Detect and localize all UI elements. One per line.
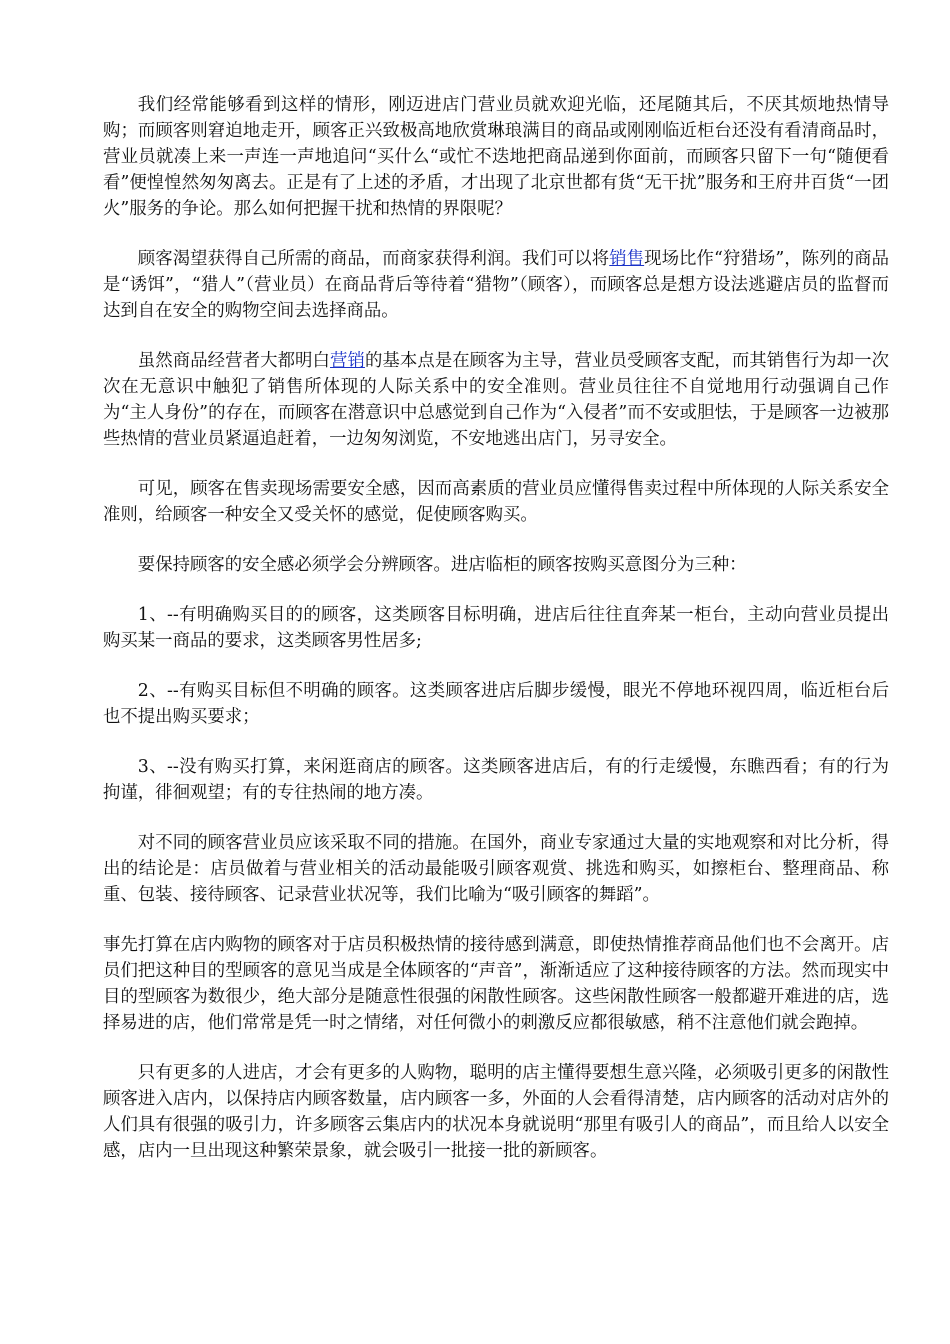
paragraph-3-text-b: 的基本点是在顾客为主导，营业员受顾客支配，而其销售行为却一次次在无意识中触犯了销售所体现的人际关系中的安全准则。营业员往往不自觉地用行动强调自己作为“主人身份”的存在，而顾客在潜意识中总感觉到自己作为“入侵者”而不安或胆怯，于是顾客一边被那些热情的营业员紧逼追赶着，一边匆匆浏览，不安地逃出店门，另寻安全。 — [103, 351, 889, 449]
paragraph-4: 可见，顾客在售卖现场需要安全感，因而高素质的营业员应懂得售卖过程中所体现的人际关系安全准则，给顾客一种安全又受关怀的感觉，促使顾客购买。 — [103, 479, 889, 525]
paragraph-3-text-a: 虽然商品经营者大都明白 — [137, 351, 330, 371]
marketing-link[interactable]: 营销 — [329, 351, 365, 371]
paragraph-11: 只有更多的人进店，才会有更多的人购物，聪明的店主懂得要想生意兴隆，必须吸引更多的闲散性顾客进入店内，以保持店内顾客数量，店内顾客一多，外面的人会看得清楚，店内顾客的活动对店外的人们具有很强的吸引力，许多顾客云集店内的状况本身就说明“那里有吸引人的商品”，而且给人以安全感，店内一旦出现这种繁荣景象，就会吸引一批接一批的新顾客。 — [103, 1063, 889, 1161]
paragraph-10: 事先打算在店内购物的顾客对于店员积极热情的接待感到满意，即使热情推荐商品他们也不会离开。店员们把这种目的型顾客的意见当成是全体顾客的“声音”，渐渐适应了这种接待顾客的方法。然而现实中目的型顾客为数很少，绝大部分是随意性很强的闲散性顾客。这些闲散性顾客一般都避开难进的店，选择易进的店，他们常常是凭一时之情绪，对任何微小的刺激反应都很敏感，稍不注意他们就会跑掉。 — [103, 935, 889, 1033]
paragraph-1: 我们经常能够看到这样的情形，刚迈进店门营业员就欢迎光临，还尾随其后，不厌其烦地热情导购；而顾客则窘迫地走开，顾客正兴致极高地欣赏琳琅满目的商品或刚刚临近柜台还没有看清商品时，营业员就凑上来一声连一声地追问“买什么“或忙不迭地把商品递到你面前，而顾客只留下一句“随便看看”便惶惶然匆匆离去。正是有了上述的矛盾，才出现了北京世都有货“无干扰”服务和王府井百货“一团火”服务的争论。那么如何把握干扰和热情的界限呢？ — [103, 95, 889, 219]
list-item-3: 3、--没有购买打算，来闲逛商店的顾客。这类顾客进店后，有的行走缓慢，东瞧西看；有的行为拘谨，徘徊观望；有的专往热闹的地方凑。 — [103, 757, 889, 803]
list-item-2: 2、--有购买目标但不明确的顾客。这类顾客进店后脚步缓慢，眼光不停地环视四周，临近柜台后也不提出购买要求； — [103, 681, 889, 727]
sales-link[interactable]: 销售 — [609, 249, 645, 269]
paragraph-5: 要保持顾客的安全感必须学会分辨顾客。进店临柜的顾客按购买意图分为三种： — [137, 555, 747, 575]
paragraph-3 — [103, 348, 889, 452]
paragraph-2-text-b: 现场比作“狩猎场”，陈列的商品是“诱饵”，“猎人”（营业员）在商品背后等待着“猎物”（顾客），而顾客总是想方设法逃避店员的监督而达到自在安全的购物空间去选择商品。 — [103, 249, 889, 321]
list-item-1: 1、--有明确购买目的的顾客，这类顾客目标明确，进店后往往直奔某一柜台，主动向营业员提出购买某一商品的要求，这类顾客男性居多; — [103, 605, 889, 651]
paragraph-2 — [103, 246, 889, 324]
paragraph-9: 对不同的顾客营业员应该采取不同的措施。在国外，商业专家通过大量的实地观察和对比分析，得出的结论是：店员做着与营业相关的活动最能吸引顾客观赏、挑选和购买，如擦柜台、整理商品、称重、包装、接待顾客、记录营业状况等，我们比喻为“吸引顾客的舞蹈”。 — [103, 833, 889, 905]
article-body — [103, 92, 889, 1188]
paragraph-2-text-a: 顾客渴望获得自己所需的商品，而商家获得利润。我们可以将 — [137, 249, 610, 269]
